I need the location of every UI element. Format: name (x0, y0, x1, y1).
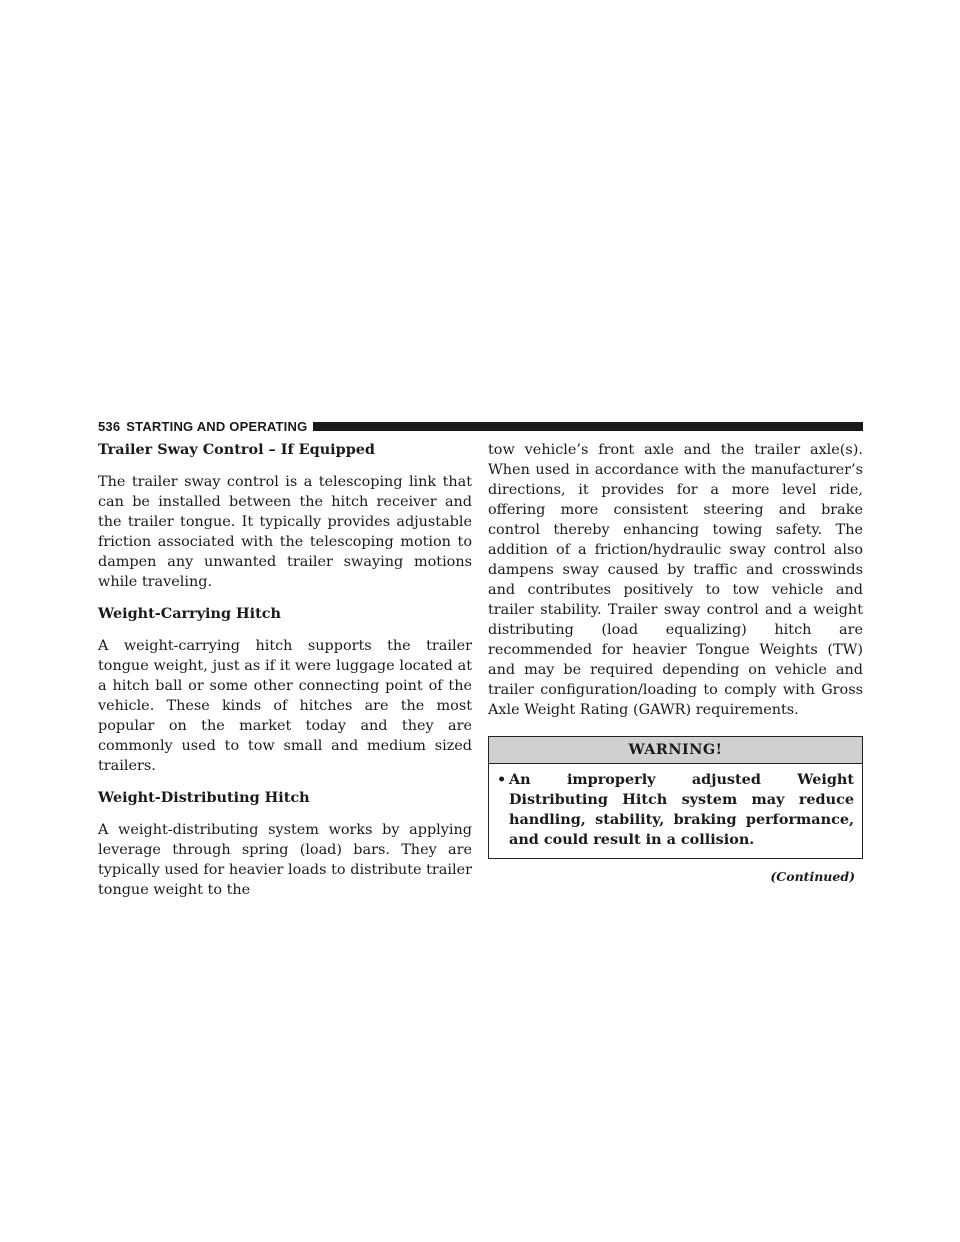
page-header (98, 419, 863, 434)
bullet-icon: • (497, 771, 507, 788)
warning-title: WARNING! (489, 737, 862, 764)
heading-weight-distributing-hitch: Weight-Distributing Hitch (98, 789, 310, 806)
heading-weight-carrying-hitch: Weight-Carrying Hitch (98, 605, 281, 622)
paragraph-weight-distributing-hitch: A weight-distributing system works by applying leverage through spring (load) bars. They are typically used for heavier loads to distribute trailer tongue weight to the (98, 822, 472, 898)
warning-text: An improperly adjusted Weight Distributing Hitch system may reduce handling, stability, braking performance, and could result in a collision. (509, 771, 854, 848)
right-column (488, 440, 863, 887)
heading-trailer-sway-control: Trailer Sway Control – If Equipped (98, 441, 375, 458)
header-rule (313, 422, 863, 431)
paragraph-weight-carrying-hitch: A weight-carrying hitch supports the trailer tongue weight, just as if it were luggage located at a hitch ball or some other connecting point of the vehicle. These kinds of hitches are the most popular on the market today and they are commonly used to tow small and medium sized trailers. (98, 638, 472, 774)
warning-box (488, 736, 863, 859)
left-column (98, 440, 472, 912)
paragraph-trailer-sway-control: The trailer sway control is a telescoping link that can be installed between the hitch receiver and the trailer tongue. It typically provides adjustable friction associated with the telescoping motion to dampen any unwanted trailer swaying motions while traveling. (98, 474, 472, 590)
continued-label: (Continued) (770, 869, 855, 884)
section-title: STARTING AND OPERATING (126, 419, 308, 434)
warning-item (489, 764, 862, 858)
paragraph-continuation: tow vehicle’s front axle and the trailer axle(s). When used in accordance with the manufacturer’s directions, it provides for a more level ride, offering more consistent steering and brake control thereby enhancing towing safety. The addition of a friction/hydraulic sway control also dampens sway caused by traffic and crosswinds and contributes positively to tow vehicle and trailer stability. Trailer sway control and a weight distributing (load equalizing) hitch are recommended for heavier Tongue Weights (TW) and may be required depending on vehicle and trailer configuration/loading to comply with Gross Axle Weight Rating (GAWR) requirements. (488, 442, 863, 718)
page-number: 536 (98, 419, 121, 434)
